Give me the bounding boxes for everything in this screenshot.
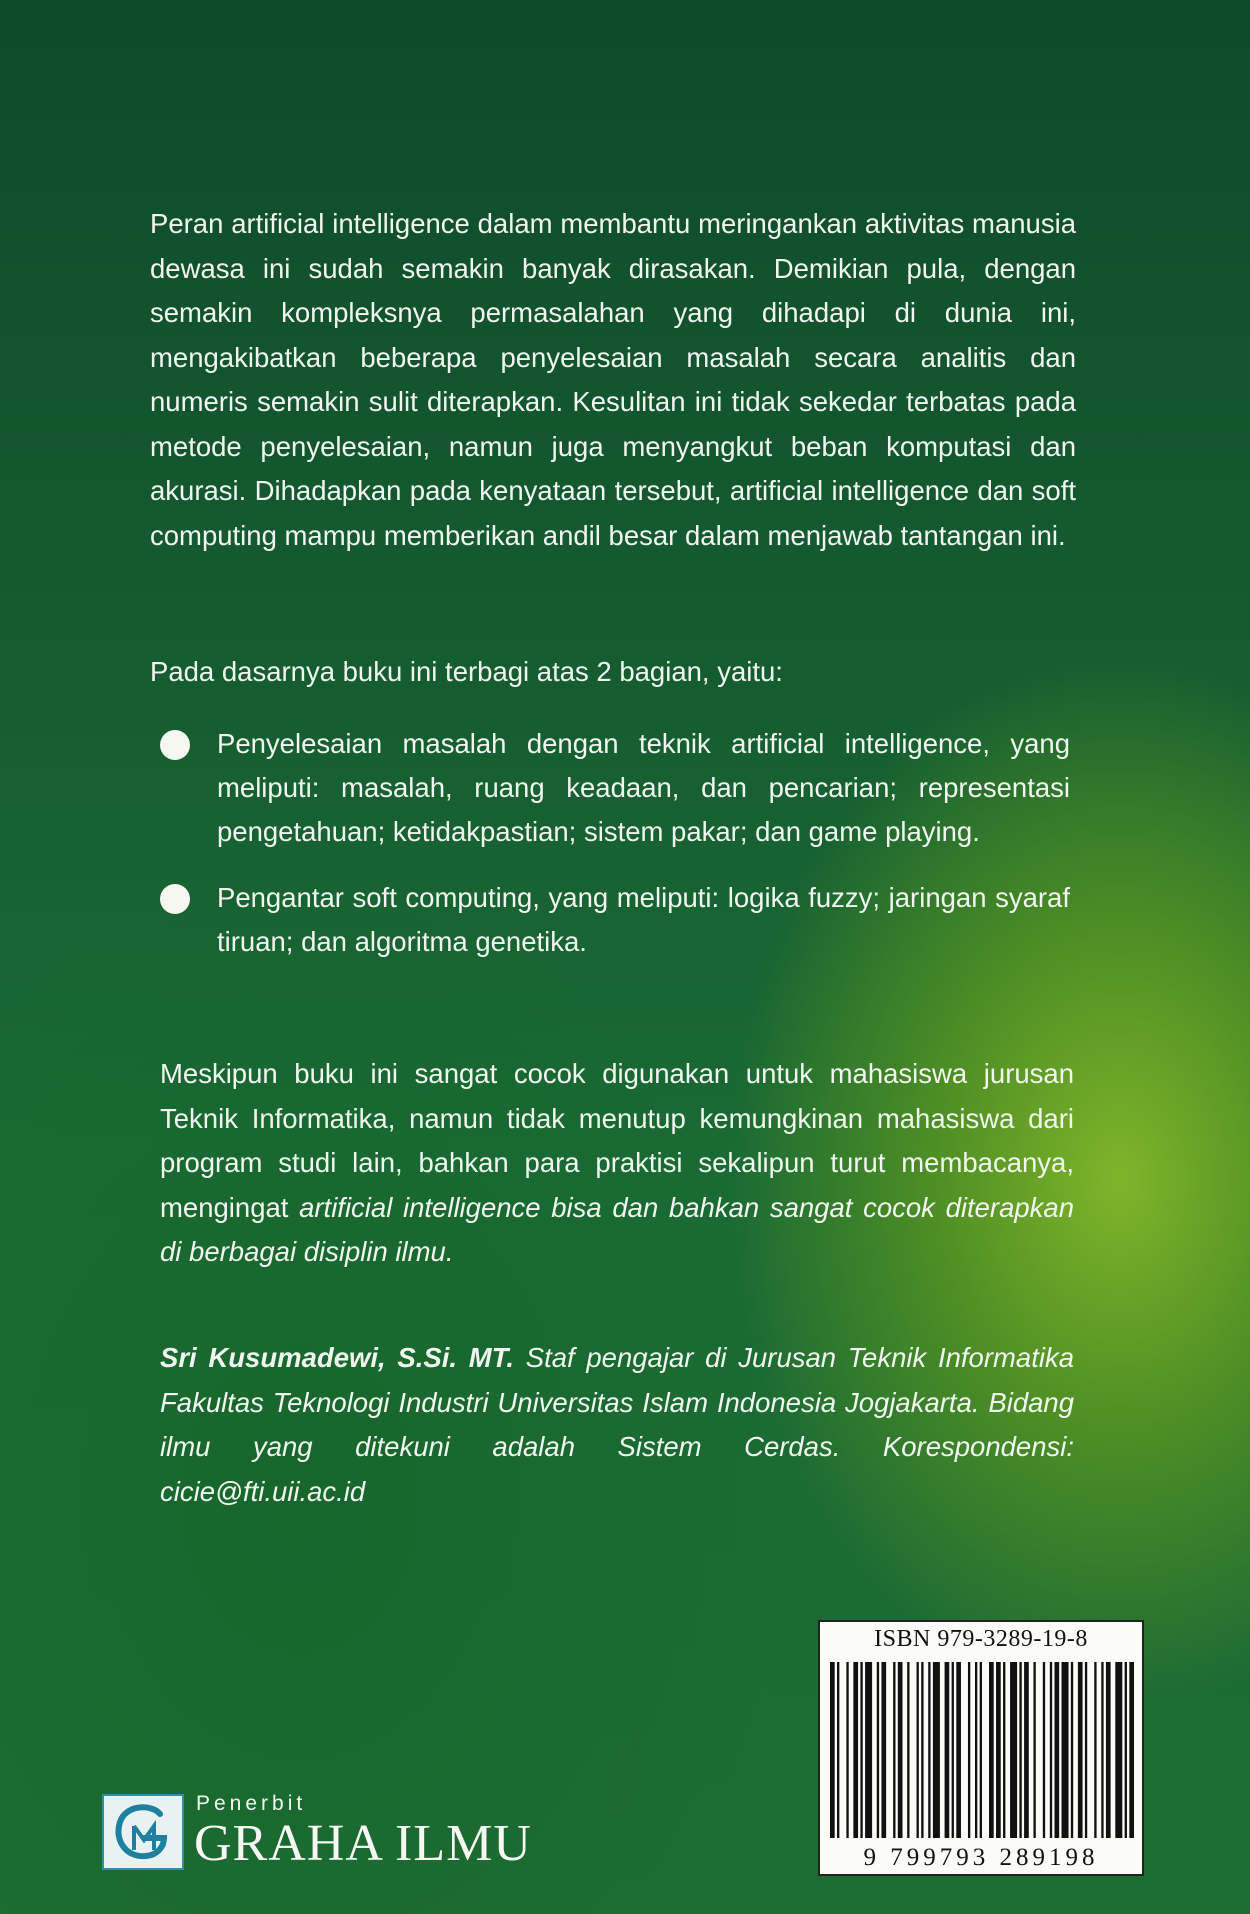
bullet-icon bbox=[160, 730, 190, 760]
bullet-icon bbox=[160, 884, 190, 914]
audience-text: Meskipun buku ini sangat cocok digunakan untuk mahasiswa jurusan Teknik Informatika, namun tidak menutup kemungkinan mahasiswa dari program studi lain, bahkan para praktisi sekalipun turut membacanya, mengingat bbox=[160, 1058, 1074, 1223]
barcode-bar bbox=[837, 1662, 839, 1838]
barcode-bar bbox=[1054, 1662, 1059, 1838]
barcode-bar bbox=[1003, 1662, 1005, 1838]
barcode-bar bbox=[1106, 1662, 1111, 1838]
barcode-digits: 9 799793 289198 bbox=[826, 1844, 1136, 1872]
author-bio bbox=[160, 1336, 1074, 1514]
barcode-bar bbox=[933, 1662, 940, 1838]
audience-italic-text: artificial intelligence bisa dan bahkan sangat cocok diterapkan di berbagai disiplin ilmu. bbox=[160, 1191, 1074, 1267]
list-item-text: Pengantar soft computing, yang meliputi: logika fuzzy; jaringan syaraf tiruan; dan algoritma genetika. bbox=[217, 882, 1070, 957]
barcode-bar bbox=[945, 1662, 950, 1838]
list-item bbox=[160, 722, 1070, 854]
barcode-bars bbox=[830, 1662, 1134, 1838]
barcode-bar bbox=[1115, 1662, 1122, 1838]
barcode-bar bbox=[830, 1662, 835, 1838]
barcode-bar bbox=[1033, 1662, 1035, 1838]
barcode-bar bbox=[881, 1662, 886, 1838]
barcode-bar bbox=[1010, 1662, 1017, 1838]
barcode-bar bbox=[975, 1662, 977, 1838]
barcode-bar bbox=[952, 1662, 954, 1838]
list-item bbox=[160, 876, 1070, 964]
barcode-bar bbox=[1129, 1662, 1134, 1838]
barcode-bar bbox=[917, 1662, 919, 1838]
barcode-bar bbox=[980, 1662, 982, 1838]
barcode-bar bbox=[846, 1662, 848, 1838]
barcode-bar bbox=[928, 1662, 930, 1838]
publisher-block bbox=[102, 1792, 562, 1872]
barcode-bar bbox=[956, 1662, 961, 1838]
barcode-bar bbox=[1019, 1662, 1021, 1838]
barcode-bar bbox=[860, 1662, 862, 1838]
barcode-bar bbox=[865, 1662, 872, 1838]
contents-list bbox=[160, 722, 1070, 986]
isbn-barcode bbox=[818, 1620, 1144, 1876]
author-bio-text: Staf pengajar di Jurusan Teknik Informatika Fakultas Teknologi Industri Universitas Islam Indonesia Jogjakarta. Bidang ilmu yang ditekuni adalah Sistem Cerdas. Korespondensi: cicie@fti.uii.ac.id bbox=[160, 1342, 1074, 1507]
publisher-label: Penerbit bbox=[196, 1792, 307, 1815]
structure-paragraph: Pada dasarnya buku ini terbagi atas 2 bagian, yaitu: bbox=[150, 656, 783, 687]
barcode-bar bbox=[1078, 1662, 1083, 1838]
barcode-bar bbox=[1094, 1662, 1096, 1838]
barcode-bar bbox=[921, 1662, 923, 1838]
audience-paragraph bbox=[160, 1052, 1074, 1275]
author-name: Sri Kusumadewi, S.Si. MT. bbox=[160, 1342, 515, 1373]
list-item-text: Penyelesaian masalah dengan teknik artificial intelligence, yang meliputi: masalah, ruang keadaan, dan pencarian; representasi pengetahuan; ketidakpastian; sistem pakar; dan game playing. bbox=[217, 728, 1070, 847]
barcode-bar bbox=[1101, 1662, 1103, 1838]
barcode-bar bbox=[1043, 1662, 1045, 1838]
barcode-bar bbox=[907, 1662, 909, 1838]
barcode-bar bbox=[989, 1662, 994, 1838]
intro-paragraph: Peran artificial intelligence dalam membantu meringankan aktivitas manusia dewasa ini sudah semakin banyak dirasakan. Demikian pula, dengan semakin kompleksnya permasalahan yang dihadapi di dunia ini, mengakibatkan beberapa penyelesaian masalah secara analitis dan numeris semakin sulit diterapkan. Kesulitan ini tidak sekedar terbatas pada metode penyelesaian, namun juga menyangkut beban komputasi dan akurasi. Dihadapkan pada kenyataan tersebut, artificial intelligence dan soft computing mampu memberikan andil besar dalam menjawab tantangan ini. bbox=[150, 208, 1076, 551]
publisher-name: GRAHA ILMU bbox=[194, 1815, 532, 1872]
barcode-bar bbox=[893, 1662, 895, 1838]
barcode-bar bbox=[1050, 1662, 1052, 1838]
barcode-bar bbox=[1085, 1662, 1087, 1838]
barcode-bar bbox=[1024, 1662, 1029, 1838]
barcode-bar bbox=[877, 1662, 879, 1838]
barcode-bar bbox=[968, 1662, 970, 1838]
barcode-bar bbox=[853, 1662, 858, 1838]
barcode-bar bbox=[1125, 1662, 1127, 1838]
barcode-bar bbox=[898, 1662, 903, 1838]
isbn-label: ISBN 979-3289-19-8 bbox=[874, 1626, 1088, 1652]
barcode-bar bbox=[996, 1662, 1001, 1838]
barcode-bar bbox=[1062, 1662, 1069, 1838]
publisher-logo bbox=[102, 1794, 184, 1870]
publisher-logo-icon bbox=[104, 1796, 182, 1868]
barcode-bar bbox=[1071, 1662, 1073, 1838]
